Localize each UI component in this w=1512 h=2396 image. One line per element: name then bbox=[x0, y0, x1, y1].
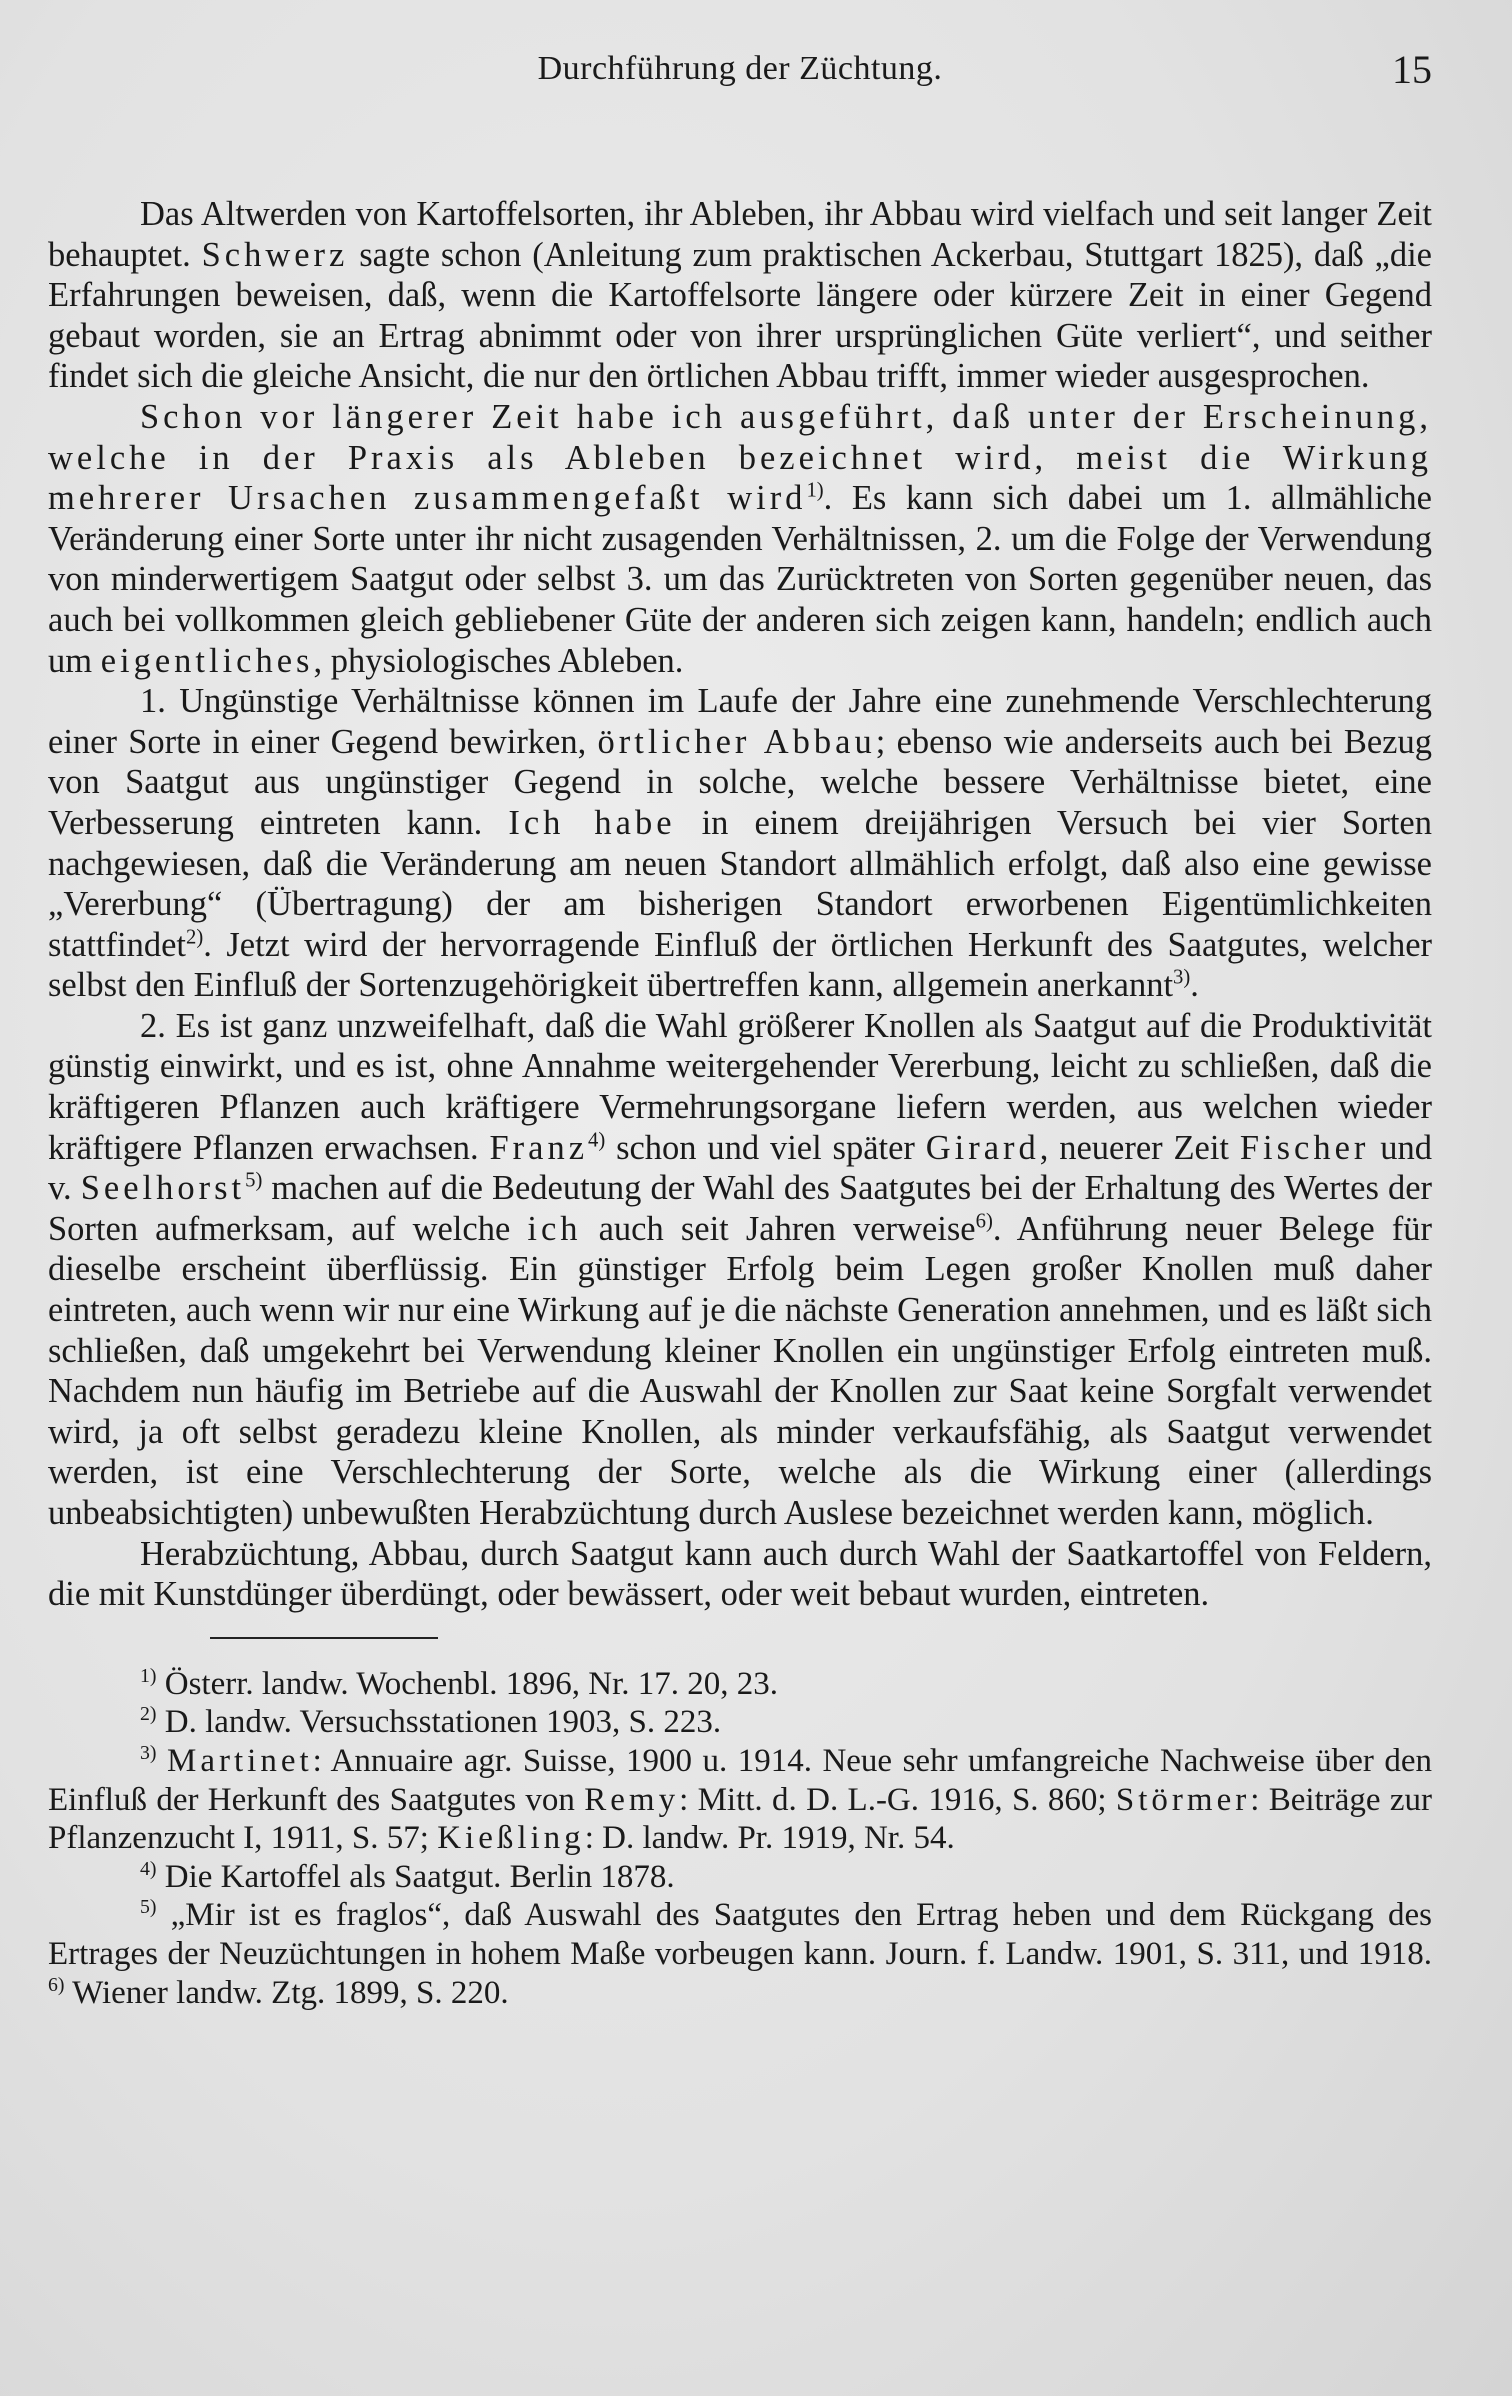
footnote-separator bbox=[210, 1637, 438, 1639]
footnotes bbox=[48, 1665, 1432, 2012]
text-run: schon und viel später bbox=[605, 1128, 926, 1167]
footnote-marker: ) bbox=[255, 1169, 263, 1192]
text-run: : Beiträge zur Pflanzenzucht I, 1911, S. 57; bbox=[48, 1781, 1432, 1857]
text-run: „Mir ist es fraglos“, daß Auswahl des Saatgutes den Ertrag heben und dem Rückgang des Ertrages der Neuzüchtungen in hohem Maße vorbeugen kann. Journ. f. Landw. 1901, S. 311, und 1918. bbox=[48, 1897, 1432, 1972]
footnote bbox=[48, 1703, 1432, 1742]
footnote bbox=[48, 1742, 1432, 1858]
text-run: , physiologisches Ableben. bbox=[313, 641, 684, 680]
paragraph bbox=[48, 397, 1432, 681]
text-run: 2. Es ist ganz unzweifelhaft, daß die Wahl größerer Knollen als Saatgut auf die Produktivität günstig einwirkt, und es ist, ohne Annahme weitergehender Vererbung, leicht zu schließen, daß die kräftigeren Pflanzen auch kräftigere Vermehrungsorgane liefern werden, aus welchen wieder kräftigere Pflanzen erwachsen. bbox=[48, 1006, 1432, 1167]
spaced-emphasis: Störmer bbox=[1115, 1781, 1251, 1818]
footnote-marker: 3 bbox=[140, 1741, 150, 1764]
footnote bbox=[48, 1858, 1432, 1897]
footnote-marker: 1 bbox=[140, 1664, 150, 1687]
footnote-marker: ) bbox=[985, 1210, 993, 1233]
text-run: Das Altwerden von Kartoffelsorten, ihr Ableben, ihr Abbau wird vielfach und seit langer Zeit behauptet. bbox=[48, 195, 1432, 274]
text-run: . Jetzt wird der hervorragende Einfluß der örtlichen Herkunft des Saatgutes, welcher selbst den Einfluß der Sortenzugehörigkeit übertreffen kann, allgemein anerkannt bbox=[48, 925, 1432, 1005]
spaced-emphasis: Schwerz bbox=[201, 235, 349, 274]
text-run: . Es kann sich dabei um 1. allmähliche Veränderung einer Sorte unter ihr nicht zusagenden Verhältnissen, 2. um die Folge der Verwendung von minderwertigem Saatgut oder selbst 3. um das Zurücktreten von Sorten gegenüber neuen, das auch bei vollkommen gleich gebliebener Güte der anderen sich zeigen kann, handeln; endlich auch um bbox=[48, 479, 1432, 680]
footnote-marker: ) bbox=[196, 926, 204, 949]
paragraph bbox=[48, 681, 1432, 1006]
spaced-emphasis: ich bbox=[527, 1209, 582, 1248]
text-run: D. landw. Versuchsstationen 1903, S. 223. bbox=[156, 1704, 722, 1741]
paragraph bbox=[48, 194, 1432, 397]
text-run: ; ebenso wie anderseits auch bei Bezug von Saatgut aus ungünstiger Gegend in solche, welche bessere Verhältnisse bietet, eine Verbesserung eintreten kann. bbox=[48, 722, 1432, 842]
footnote-marker: ) bbox=[149, 1741, 157, 1764]
text-run: , neuerer Zeit bbox=[1039, 1128, 1240, 1167]
spaced-emphasis: Martinet bbox=[167, 1742, 313, 1779]
text-run: und v. bbox=[48, 1128, 1432, 1208]
spaced-emphasis: Seelhorst bbox=[80, 1169, 246, 1208]
text-run: Österr. landw. Wochenbl. 1896, Nr. 17. 20, 23. bbox=[156, 1665, 779, 1702]
paragraph bbox=[48, 1534, 1432, 1615]
text-run: Wiener landw. Ztg. 1899, S. 220. bbox=[64, 1974, 509, 2011]
text-run: : Annuaire agr. Suisse, 1900 u. 1914. Neue sehr umfangreiche Nachweise über den Einfluß der Herkunft des Saatgutes von bbox=[48, 1742, 1433, 1818]
footnote-marker: 2 bbox=[140, 1703, 150, 1726]
text-run: : D. landw. Pr. 1919, Nr. 54. bbox=[584, 1820, 955, 1857]
spaced-emphasis: Ich habe bbox=[508, 803, 676, 842]
footnote-marker: 4 bbox=[588, 1129, 599, 1152]
running-title: Durchführung der Züchtung. bbox=[537, 50, 943, 87]
footnote bbox=[48, 1896, 1432, 2012]
spaced-emphasis: Girard bbox=[925, 1128, 1040, 1167]
footnote-marker: ) bbox=[149, 1703, 157, 1726]
footnote-marker: 4 bbox=[140, 1857, 150, 1880]
text-run bbox=[156, 1743, 167, 1779]
footnote-marker: ) bbox=[57, 1973, 65, 1996]
spaced-emphasis: örtlicher Abbau bbox=[597, 722, 876, 761]
footnote bbox=[48, 1665, 1432, 1704]
spaced-emphasis: eigentliches bbox=[100, 641, 314, 680]
footnote-marker: 2 bbox=[185, 926, 197, 949]
spaced-emphasis: Fischer bbox=[1239, 1128, 1370, 1167]
text-run: machen auf die Bedeutung der Wahl des Saatgutes bei der Erhaltung des Wertes der Sorten aufmerksam, auf welche bbox=[48, 1169, 1433, 1248]
paragraph bbox=[48, 1006, 1432, 1534]
footnote-marker: 5 bbox=[245, 1169, 256, 1192]
footnote-marker: 6 bbox=[975, 1210, 986, 1233]
footnote-marker: ) bbox=[149, 1664, 157, 1687]
footnote-marker: ) bbox=[1183, 966, 1191, 989]
text-run: . Anführung neuer Belege für dieselbe erscheint überflüssig. Ein günstiger Erfolg beim Legen großer Knollen muß daher eintreten, auch wenn wir nur eine Wirkung auf je die nächste Generation annehmen, und es läßt sich schließen, daß umgekehrt bei Verwendung kleiner Knollen ein ungünstiger Erfolg eintreten muß. Nachdem nun häufig im Betriebe auf die Auswahl der Knollen zur Saat keine Sorgfalt verwendet wird, ja oft selbst geradezu kleine Knollen, als minder verkaufsfähig, als Saatgut verwendet werden, ist eine Verschlechterung der Sorte, welche als die Wirkung einer (allerdings unbeabsichtigten) unbewußten Herabzüchtung durch Auslese bezeichnet werden kann, möglich. bbox=[48, 1209, 1432, 1532]
spaced-emphasis: Schon vor längerer Zeit habe ich ausgeführt, daß unter der Erscheinung, welche in der Praxis als Ableben bezeichnet wird, meist die Wirkung mehrerer Ursachen zusammengefaßt wird bbox=[48, 397, 1432, 518]
footnote-marker: ) bbox=[598, 1129, 606, 1152]
text-run: 1. Ungünstige Verhältnisse können im Laufe der Jahre eine zunehmende Verschlechterung einer Sorte in einer Gegend bewirken, bbox=[48, 682, 1432, 761]
text-run: in einem dreijährigen Versuch bei vier Sorten nachgewiesen, daß die Veränderung am neuen Standort allmählich erfolgt, daß also eine gewisse „Vererbung“ (Übertragung) der am bisherigen Standort erworbenen Eigentümlichkeiten stattfindet bbox=[48, 803, 1432, 964]
footnote-marker: 3 bbox=[1173, 966, 1184, 989]
body-text bbox=[48, 194, 1432, 1615]
footnote-marker: 5 bbox=[140, 1896, 150, 1919]
spaced-emphasis: Remy bbox=[584, 1781, 680, 1818]
text-run: Herabzüchtung, Abbau, durch Saatgut kann auch durch Wahl der Saatkartoffel von Feldern, die mit Kunstdünger überdüngt, oder bewässert, oder weit bebaut wurden, eintreten. bbox=[48, 1534, 1432, 1614]
page-number: 15 bbox=[1392, 47, 1432, 92]
spaced-emphasis: Kießling bbox=[437, 1820, 585, 1857]
footnote-marker: 1 bbox=[806, 479, 817, 502]
spaced-emphasis: Franz bbox=[489, 1128, 589, 1167]
footnote-marker: ) bbox=[816, 479, 824, 502]
footnote-marker: ) bbox=[149, 1857, 157, 1880]
footnote-marker: 6 bbox=[48, 1973, 58, 1996]
page-header bbox=[48, 47, 1432, 110]
text-run: : Mitt. d. D. L.-G. 1916, S. 860; bbox=[679, 1781, 1116, 1818]
text-run: auch seit Jahren verweise bbox=[581, 1209, 976, 1248]
text-run: sagte schon (Anleitung zum praktischen Ackerbau, Stuttgart 1825), daß „die Erfahrungen beweisen, daß, wenn die Kartoffelsorte längere oder kürzere Zeit in einer Gegend gebaut worden, sie an Ertrag abnimmt oder von ihrer ursprünglichen Güte verliert“, und seither findet sich die gleiche Ansicht, die nur den örtlichen Abbau trifft, immer wieder ausgesprochen. bbox=[48, 235, 1432, 396]
text-run: Die Kartoffel als Saatgut. Berlin 1878. bbox=[156, 1858, 675, 1895]
text-run: . bbox=[1190, 966, 1199, 1005]
footnote-marker: ) bbox=[149, 1896, 157, 1919]
